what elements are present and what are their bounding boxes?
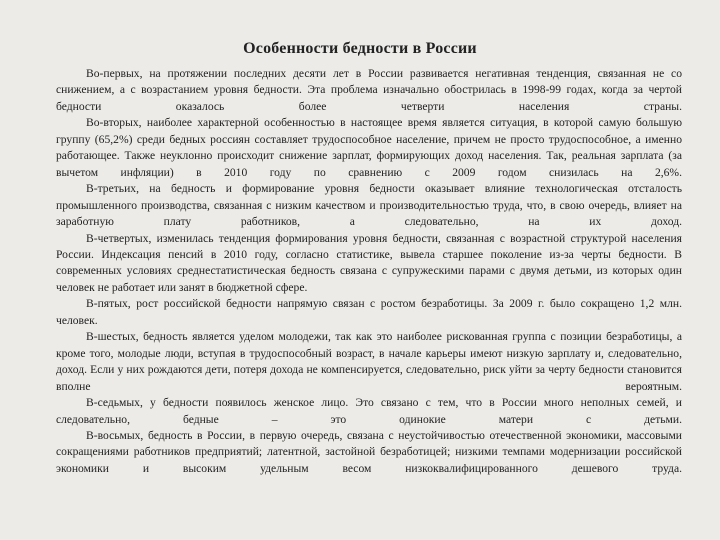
- paragraph-3: В-третьих, на бедность и формирование уровня бедности оказывает влияние технологическая отсталость промышленного производства, связанная с низким качеством и производительностью труда, что, в свою очередь, влияет на заработную плату работников, а следовательно, на их доход.: [56, 182, 682, 229]
- paragraph-7: В-седьмых, у бедности появилось женское лицо. Это связано с тем, что в России много неполных семей, и следовательно, бедные – это одинокие матери с детьми.: [56, 396, 682, 426]
- document-body: [56, 66, 682, 477]
- paragraph-6: В-шестых, бедность является уделом молодежи, так как это наиболее рискованная группа с позиции безработицы, а кроме того, молодые люди, вступая в трудоспособный возраст, в начале карьеры имеют низкую зарплату и, следовательно, доход. Если у них рождаются дети, потеря дохода не компенсируется, следовательно, риск уйти за черту бедности становится вполне вероятным.: [56, 330, 682, 393]
- paragraph-4: В-четвертых, изменилась тенденция формирования уровня бедности, связанная с возрастной структурой населения России. Индексация пенсий в 2010 году, согласно статистике, вывела старшее поколение из-за черты бедности. В современных условиях среднестатистическая бедность связана с супружескими парами с двумя детьми, из которых один человек не работает или занят в бюджетной сфере.: [56, 231, 682, 294]
- paragraph-8: В-восьмых, бедность в России, в первую очередь, связана с неустойчивостью отечественной экономики, массовыми сокращениями работников предприятий; латентной, застойной безработицей; низкими темпами модернизации российской экономики и высоким удельным весом низкоквалифицированного дешевого труда.: [56, 428, 682, 475]
- paragraph-2: Во-вторых, наиболее характерной особенностью в настоящее время является ситуация, в которой самую большую группу (65,2%) среди бедных россиян составляет трудоспособное население, причем не просто трудоспособное, а именно работающее. Также неуклонно происходит снижение зарплат, формирующих доход населения. Так, реальная зарплата (за вычетом инфляции) в 2010 году по сравнению с 2009 годом снизилась на 2,6%.: [56, 116, 682, 179]
- document-title: Особенности бедности в России: [243, 40, 477, 57]
- paragraph-1: Во-первых, на протяжении последних десяти лет в России развивается негативная тенденция, связанная не со снижением, а с возрастанием уровня бедности. Эта проблема изначально обострилась в 1998-99 годах, когда за чертой бедности оказалось более четверти населения страны.: [56, 67, 682, 113]
- paragraph-5: В-пятых, рост российской бедности напрямую связан с ростом безработицы. За 2009 г. было сокращено 1,2 млн. человек.: [56, 297, 682, 327]
